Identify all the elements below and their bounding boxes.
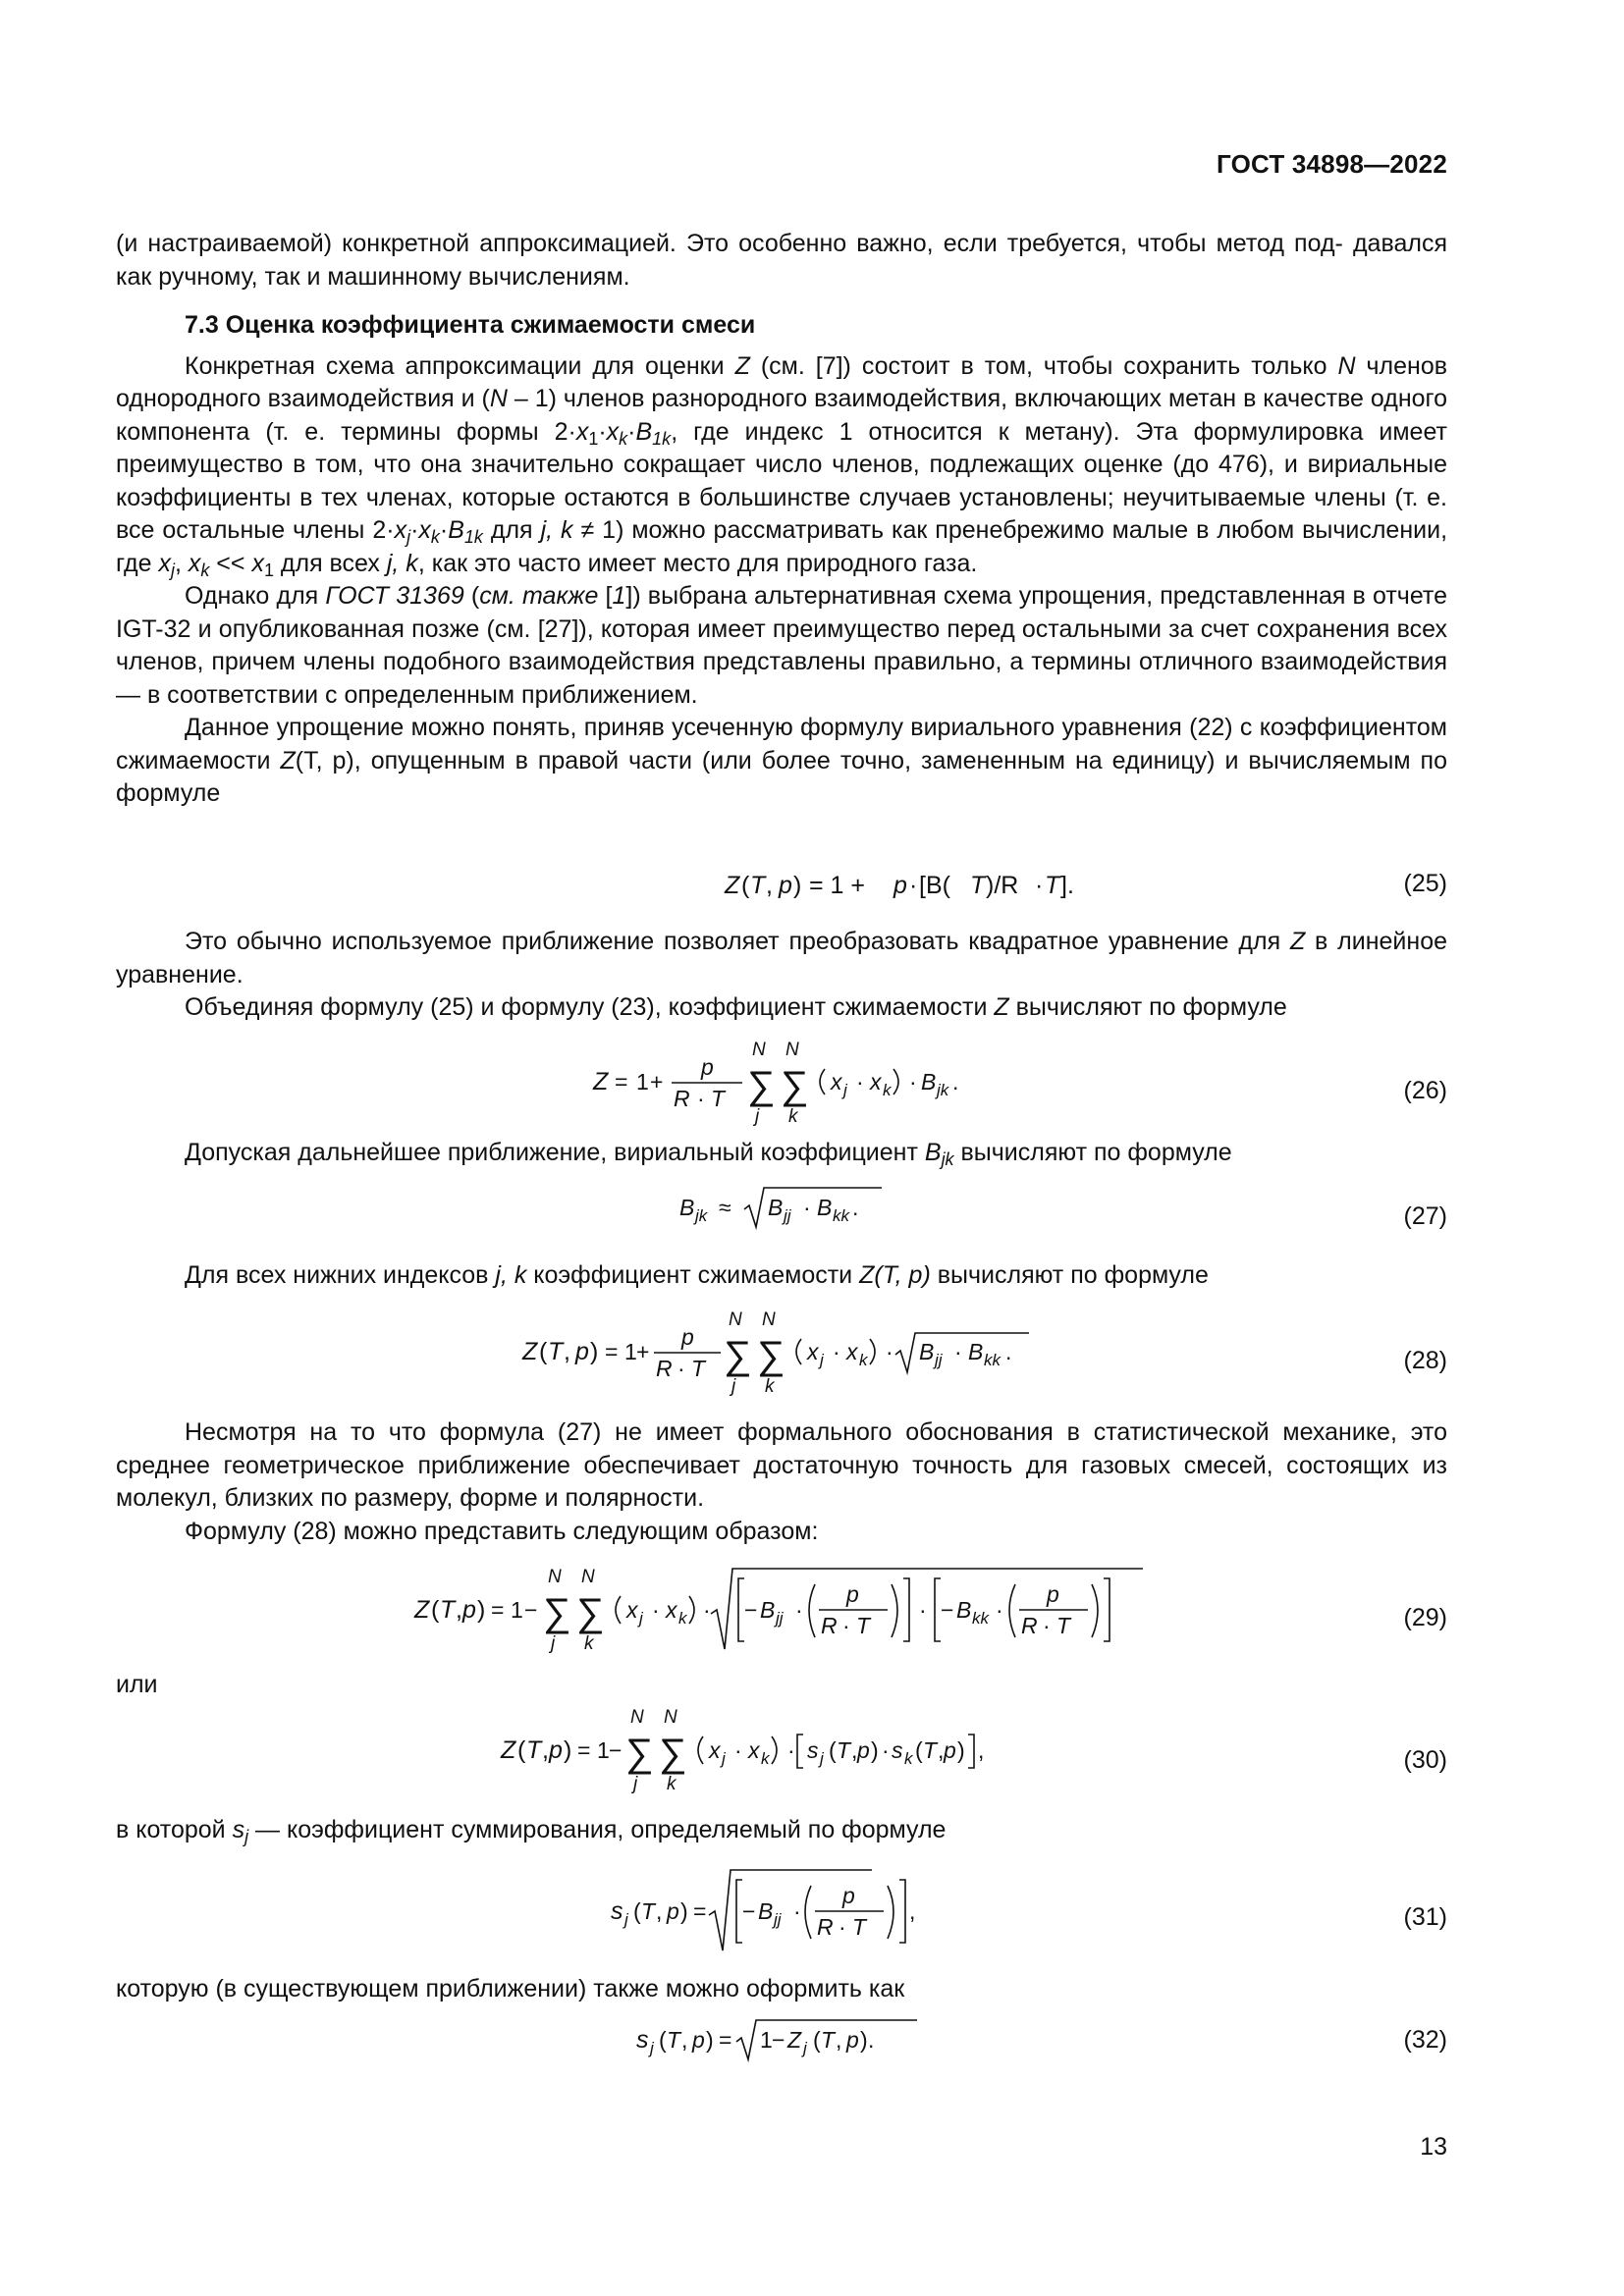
eq28-sum2: ∑ — [757, 1334, 785, 1377]
eq29-sum1-N: N — [548, 1567, 562, 1587]
eq25-eq-one-plus: = 1 + — [809, 872, 865, 899]
equation-25-formula — [116, 864, 1447, 903]
equation-29-number: (29) — [1403, 1604, 1447, 1631]
eq26-one: 1 — [636, 1069, 649, 1095]
eq30-rpar: ) — [564, 1736, 572, 1764]
eq30-rparen — [772, 1736, 777, 1764]
eq28-x1: x — [807, 1339, 819, 1364]
eq26-sub-j: j — [843, 1081, 847, 1099]
eq30-lbracket — [797, 1735, 803, 1768]
eq27-B: B — [679, 1195, 695, 1220]
eq30-lparen — [698, 1736, 703, 1764]
eq30-lpar: ( — [517, 1736, 526, 1764]
equation-30-number: (30) — [1403, 1746, 1447, 1774]
eq30-comma-end: , — [978, 1737, 985, 1763]
eq29-comma: , — [456, 1596, 462, 1624]
eq28-sub-jj: jj — [935, 1351, 943, 1369]
eq25-comma: , — [766, 872, 773, 899]
eq29-x1: x — [626, 1597, 638, 1623]
eq29-sub-k: k — [678, 1609, 687, 1628]
eq29-minus1: − — [744, 1597, 758, 1623]
eq30-eq: = — [577, 1737, 591, 1763]
eq30-sum1-j: j — [633, 1774, 638, 1794]
equation-25 — [116, 864, 1447, 903]
eq25-p2: p — [893, 872, 907, 899]
eq28-rparen — [870, 1339, 875, 1364]
eq32-rpar2: ) — [860, 2027, 868, 2053]
eq28-sub-j: j — [820, 1351, 824, 1369]
eq28-sum1: ∑ — [724, 1334, 752, 1377]
eq31-num-p: p — [842, 1883, 855, 1908]
eq26-dot1: · — [856, 1069, 864, 1095]
eq27-sub-kk: kk — [833, 1206, 849, 1225]
eq29-rbracket1 — [903, 1578, 909, 1641]
eq28-eq: = — [605, 1339, 619, 1364]
eq28-sum1-j: j — [731, 1376, 736, 1397]
eq31-minus: − — [742, 1898, 756, 1924]
eq32-p2: p — [846, 2027, 859, 2053]
paragraph-or: или — [116, 1671, 158, 1698]
eq30-comma2: , — [851, 1737, 858, 1763]
eq30-p3: p — [944, 1737, 956, 1763]
eq32-eq: = — [719, 2027, 732, 2053]
eq29-sum1: ∑ — [543, 1591, 571, 1634]
eq26-sum2-k: k — [788, 1106, 798, 1127]
eq27-approx: ≈ — [719, 1195, 731, 1220]
eq28-den-dot: · — [677, 1356, 685, 1381]
eq30-rpar3: ) — [957, 1737, 965, 1763]
eq29-T: T — [440, 1596, 456, 1624]
text-block-3 — [116, 1137, 1447, 1170]
eq25-T3: T — [1045, 872, 1060, 899]
eq29-sum1-j: j — [551, 1633, 556, 1654]
eq30-p: p — [549, 1736, 563, 1764]
eq29-rbracket2 — [1104, 1578, 1110, 1641]
eq31-dot: · — [793, 1898, 801, 1924]
equation-31 — [116, 1862, 1447, 1960]
eq31-rbracket — [899, 1880, 905, 1943]
equation-32-number: (32) — [1403, 2026, 1447, 2054]
eq30-comma3: , — [938, 1737, 945, 1763]
eq30-sum1-N: N — [630, 1707, 644, 1728]
eq29-lparen — [616, 1596, 621, 1624]
eq31-sub-j: j — [624, 1910, 628, 1929]
eq29-B1: B — [760, 1597, 776, 1623]
eq29-rparen — [689, 1596, 694, 1624]
eq31-rpar: ) — [680, 1898, 688, 1924]
eq26-plus: + — [650, 1069, 664, 1095]
eq29-sub-jj: jj — [776, 1609, 784, 1628]
eq29-den1-dot: · — [842, 1613, 850, 1638]
eq32-lpar2: ( — [813, 2027, 821, 2053]
eq29-dot3: · — [795, 1597, 803, 1623]
eq30-minus: − — [609, 1737, 623, 1763]
eq28-comma: , — [564, 1338, 570, 1365]
eq27-sub-jk: jk — [695, 1206, 708, 1225]
equation-29 — [116, 1559, 1447, 1667]
eq27-sub-jj: jj — [784, 1206, 791, 1225]
eq30-lpar2: ( — [829, 1737, 837, 1763]
eq31-den-dot: · — [839, 1914, 846, 1940]
eq29-den2-T: T — [1056, 1613, 1071, 1638]
eq31-comma-end: , — [909, 1898, 916, 1924]
eq26-B: B — [921, 1069, 937, 1095]
eq25-p: p — [779, 872, 792, 899]
eq29-dot2: · — [703, 1597, 711, 1623]
equation-30 — [116, 1701, 1447, 1799]
eq26-den-dot: · — [697, 1086, 705, 1111]
eq28-T: T — [548, 1338, 564, 1365]
paragraph-sum-coef: в которой $s_j$ — коэффициент суммирования, определяемый по формуле — [116, 1816, 947, 1846]
eq28-lparen — [796, 1339, 801, 1364]
eq29-num1-p: p — [846, 1581, 859, 1607]
eq28-period: . — [1005, 1339, 1012, 1364]
eq29-lpar: ( — [431, 1596, 440, 1624]
eq29-rparen3 — [1092, 1584, 1098, 1637]
eq28-rpar: ) — [590, 1338, 599, 1365]
eq31-lpar: ( — [633, 1898, 641, 1924]
eq26-dot2: · — [909, 1069, 917, 1095]
eq32-period: . — [868, 2027, 875, 2053]
eq30-one: 1 — [597, 1737, 610, 1763]
eq30-s2-sub-k: k — [904, 1749, 913, 1768]
eq29-dot5: · — [996, 1597, 1003, 1623]
eq28-dot3: · — [954, 1339, 962, 1364]
section-heading: 7.3 Оценка коэффициента сжимаемости смеси — [185, 311, 756, 339]
eq30-Z: Z — [501, 1736, 516, 1764]
eq30-x1: x — [709, 1737, 721, 1763]
eq29-Z: Z — [414, 1596, 430, 1624]
eq31-lparen — [805, 1886, 811, 1939]
eq28-dot1: · — [833, 1339, 840, 1364]
eq32-sub-j: j — [650, 2039, 654, 2057]
equation-25-number: (25) — [1403, 870, 1447, 897]
eq29-num2-p: p — [1047, 1581, 1059, 1607]
eq30-dot2: · — [787, 1737, 795, 1763]
eq30-sum2: ∑ — [659, 1732, 687, 1775]
eq30-p2: p — [857, 1737, 870, 1763]
equation-28-formula — [116, 1306, 1447, 1404]
eq27-B1: B — [768, 1195, 784, 1220]
eq31-sub-jj: jj — [774, 1910, 782, 1929]
eq26-sub-jk: jk — [937, 1081, 949, 1099]
paragraph-approx-scheme: Конкретная схема аппроксимации для оценки Z (см. [7]) состоит в том, чтобы сохранить только N членов однородного взаимодействия и (N – 1) членов разнородного взаимодействия, включающих метан в качестве одного компонента (т. е. термины формы $2\cdot x_1\cdot x_k\cdot B_{1k}$, где индекс 1 относится к метану). Эта формулировка имеет преимущество в том, что она значительно сокращает число членов, подлежащих оценке (до 476), и вириальные коэффициенты в тех членах, которые остаются в большинстве случаев установлены; неучитываемые члены (т. е. все остальные члены $2\cdot x_j\cdot x_k\cdot B_{1k}$ для j, k ≠ 1) можно рассматривать как пренебрежимо малые в любом вычислении, где $x_j$, $x_k << x_1$ для всех j, k, как это часто имеет место для природного газа. — [116, 351, 1448, 580]
equation-30-formula — [116, 1701, 1447, 1799]
paragraph-formula-28-repr: Формулу (28) можно представить следующим образом: — [185, 1517, 819, 1545]
eq29-den2-R: R — [1021, 1613, 1038, 1638]
equation-28 — [116, 1306, 1447, 1404]
eq28-B1: B — [919, 1339, 935, 1364]
paragraph-all-indices: Для всех нижних индексов j, k коэффициент сжимаемости Z(T, p) вычисляют по формуле — [185, 1261, 1209, 1289]
eq25-T2: T — [970, 872, 986, 899]
eq32-p: p — [692, 2027, 705, 2053]
eq26-sum2: ∑ — [781, 1064, 809, 1107]
eq26-lparen — [820, 1069, 825, 1095]
eq30-lpar3: ( — [915, 1737, 923, 1763]
eq31-comma: , — [656, 1898, 663, 1924]
eq30-T3: T — [923, 1737, 938, 1763]
text-block-1 — [116, 228, 1447, 811]
eq25-Z: Z — [725, 872, 740, 899]
eq26-den-T: T — [711, 1086, 726, 1111]
eq29-den1-R: R — [821, 1613, 838, 1638]
eq28-sub-kk: kk — [984, 1351, 1001, 1369]
text-block-5 — [116, 1416, 1447, 1548]
paragraph-combine: Объединяя формулу (25) и формулу (23), коэффициент сжимаемости Z вычисляют по формуле — [185, 993, 1287, 1021]
eq31-T: T — [641, 1898, 656, 1924]
eq29-x2: x — [666, 1597, 677, 1623]
eq30-s1-sub-j: j — [820, 1749, 824, 1768]
text-block-7 — [116, 1814, 1447, 1847]
eq29-sub-j: j — [639, 1609, 643, 1628]
eq29-lparen2 — [809, 1584, 815, 1637]
paragraph-geometric-mean: Несмотря на то что формула (27) не имеет формального обоснования в статистической механике, это среднее геометрическое приближение обеспечивает достаточную точность для газовых смесей, состоящих из молекул, близких по размеру, форме и полярности. — [116, 1418, 1447, 1512]
eq32-s: s — [636, 2026, 649, 2054]
eq30-sum2-k: k — [667, 1774, 677, 1794]
eq29-rparen2 — [892, 1584, 897, 1637]
eq29-lparen3 — [1009, 1584, 1015, 1637]
eq26-rparen — [893, 1069, 898, 1095]
eq30-s1: s — [807, 1737, 819, 1763]
eq26-sum1-N: N — [752, 1040, 766, 1060]
equation-27-formula — [116, 1180, 1447, 1239]
eq26-x2: x — [870, 1069, 882, 1095]
paragraph-linear-approx: Это обычно используемое приближение позволяет преобразовать квадратное уравнение для Z в линейное уравнение. — [116, 928, 1448, 988]
eq27-dot: · — [803, 1195, 811, 1220]
eq30-rbracket — [968, 1735, 974, 1768]
eq26-Z: Z — [593, 1068, 609, 1095]
equation-29-formula — [116, 1559, 1447, 1667]
eq31-den-T: T — [852, 1914, 867, 1940]
eq28-one: 1 — [624, 1339, 637, 1364]
eq30-sub-k: k — [761, 1749, 770, 1768]
eq28-num-p: p — [681, 1324, 694, 1350]
eq32-comma: , — [681, 2027, 688, 2053]
eq29-den1-T: T — [856, 1613, 871, 1638]
eq28-dot2: · — [886, 1339, 893, 1364]
eq26-sum1: ∑ — [747, 1064, 776, 1107]
eq25-over-R: )/R — [986, 872, 1019, 899]
eq29-sum2: ∑ — [576, 1591, 605, 1634]
paragraph-simplification: Данное упрощение можно понять, приняв усеченную формулу вириального уравнения (22) с коэффициентом сжимаемости Z(T, p), опущенным в правой части (или более точно, замененным на единицу) и вычисляемым по формуле — [116, 714, 1447, 807]
equation-28-number: (28) — [1403, 1347, 1447, 1374]
eq30-comma: , — [542, 1736, 549, 1764]
eq30-sum2-N: N — [664, 1707, 677, 1728]
eq29-minus: − — [524, 1597, 538, 1623]
document-code-header: ГОСТ 34898—2022 — [1217, 149, 1447, 179]
eq31-eq: = — [693, 1898, 707, 1924]
text-block-2 — [116, 926, 1447, 1025]
eq27-B2: B — [817, 1195, 833, 1220]
eq31-den-R: R — [817, 1914, 834, 1940]
eq27-period: . — [852, 1195, 859, 1220]
eq28-den-R: R — [656, 1356, 673, 1381]
eq26-sub-k: k — [883, 1081, 892, 1099]
eq30-rpar2: ) — [871, 1737, 879, 1763]
eq26-eq: = — [615, 1069, 628, 1095]
text-block-4 — [116, 1259, 1447, 1293]
eq28-sub-k: k — [859, 1351, 868, 1369]
eq26-den-R: R — [674, 1086, 690, 1111]
eq29-dot1: · — [652, 1597, 660, 1623]
equation-32-formula — [116, 2012, 1447, 2067]
eq32-Z-sub-j: j — [803, 2039, 807, 2057]
eq29-rpar: ) — [477, 1596, 486, 1624]
eq28-plus: + — [636, 1339, 650, 1364]
eq29-dot4: · — [919, 1597, 927, 1623]
eq26-x1: x — [831, 1069, 842, 1095]
eq30-x2: x — [748, 1737, 760, 1763]
equation-27-number: (27) — [1403, 1202, 1447, 1230]
eq26-num-p: p — [701, 1054, 714, 1080]
eq25-tail: ]. — [1060, 872, 1074, 899]
eq30-T: T — [526, 1736, 542, 1764]
eq31-B: B — [758, 1898, 774, 1924]
eq32-T: T — [667, 2027, 681, 2053]
eq25-bracket-B: [B( — [919, 872, 950, 899]
eq31-rparen — [888, 1886, 893, 1939]
eq28-sum2-N: N — [762, 1309, 776, 1330]
eq30-s2: s — [892, 1737, 903, 1763]
equation-27 — [116, 1180, 1447, 1239]
eq32-one: 1 — [760, 2027, 773, 2053]
eq29-minus2: − — [941, 1597, 954, 1623]
eq29-sub-kk: kk — [972, 1609, 989, 1628]
eq26-sum1-j: j — [755, 1106, 760, 1127]
eq25-rpar: ) — [793, 872, 802, 899]
page-number: 13 — [1420, 2133, 1447, 2161]
paragraph-alternative-scheme: Однако для ГОСТ 31369 (см. также [1]) выбрана альтернативная схема упрощения, представленная в отчете IGT-32 и опубликованная позже (см. [27]), которая имеет преимущество перед остальными за счет сохранения всех членов, причем члены подобного взаимодействия представлены правильно, а термины отличного взаимодействия — в соответствии с определенным приближением. — [116, 582, 1447, 709]
eq28-B2: B — [968, 1339, 984, 1364]
paragraph-intro: (и настраиваемой) конкретной аппроксимацией. Это особенно важно, если требуется, чтобы метод под- давался как ручному, так и машинному вычислениям. — [116, 230, 1447, 291]
eq27-sqrt — [744, 1188, 882, 1227]
eq28-x2: x — [846, 1339, 858, 1364]
eq32-rpar: ) — [706, 2027, 714, 2053]
paragraph-virial-approx: Допуская дальнейшее приближение, вириальный коэффициент $B_{jk}$ вычисляют по формуле — [185, 1139, 1232, 1169]
eq25-T: T — [750, 872, 766, 899]
text-block-8 — [116, 1973, 1447, 2006]
eq32-minus: − — [772, 2027, 785, 2053]
eq30-T2: T — [837, 1737, 851, 1763]
eq28-lpar: ( — [539, 1338, 548, 1365]
eq31-p: p — [667, 1898, 679, 1924]
equation-32 — [116, 2012, 1447, 2067]
eq26-sum2-N: N — [785, 1040, 799, 1060]
eq32-lpar: ( — [659, 2027, 667, 2053]
eq31-s: s — [611, 1897, 623, 1925]
eq29-eq: = — [491, 1597, 505, 1623]
eq29-sum2-k: k — [584, 1633, 594, 1654]
eq29-den2-dot: · — [1043, 1613, 1051, 1638]
eq30-dot3: · — [882, 1737, 890, 1763]
equation-26 — [116, 1036, 1447, 1134]
eq25-dot: · — [909, 872, 918, 899]
eq30-dot1: · — [734, 1737, 742, 1763]
eq29-B2: B — [956, 1597, 972, 1623]
eq32-comma2: , — [836, 2027, 842, 2053]
eq32-Z: Z — [787, 2027, 802, 2053]
equation-26-formula — [116, 1036, 1447, 1134]
equation-31-formula — [116, 1862, 1447, 1960]
eq26-period: . — [952, 1069, 959, 1095]
eq28-sum2-k: k — [765, 1376, 775, 1397]
eq29-p: p — [462, 1596, 476, 1624]
eq29-sum2-N: N — [581, 1567, 595, 1587]
equation-31-number: (31) — [1403, 1903, 1447, 1931]
equation-26-number: (26) — [1403, 1077, 1447, 1104]
eq28-p: p — [575, 1338, 589, 1365]
eq25-dot2: · — [1035, 872, 1044, 899]
eq25-lpar: ( — [741, 872, 750, 899]
eq28-Z: Z — [522, 1338, 538, 1365]
eq28-den-T: T — [691, 1356, 706, 1381]
eq30-sub-j: j — [722, 1749, 726, 1768]
eq29-one: 1 — [511, 1597, 523, 1623]
eq28-sum1-N: N — [729, 1309, 742, 1330]
text-block-6 — [116, 1669, 1447, 1702]
eq30-sum1: ∑ — [625, 1732, 654, 1775]
eq32-T2: T — [821, 2027, 836, 2053]
paragraph-alt-form: которую (в существующем приближении) также можно оформить как — [116, 1975, 905, 2002]
